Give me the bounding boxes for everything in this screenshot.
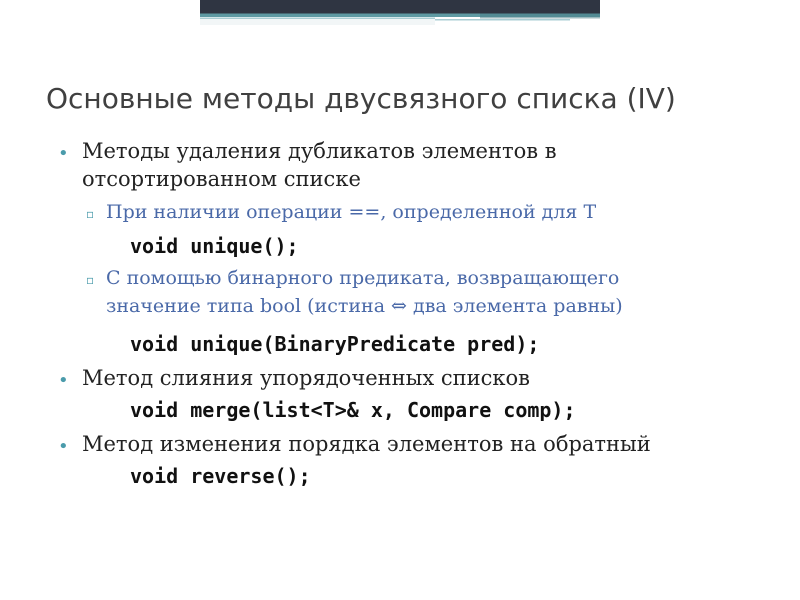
bullet-3: Метод изменения порядка элементов на обратный	[82, 432, 651, 456]
bullet-1-line-2: отсортированном списке	[82, 167, 361, 191]
slide-title: Основные методы двусвязного списка (IV)	[46, 82, 676, 115]
bullet-2: Метод слияния упорядоченных списков	[82, 366, 530, 390]
bullet-icon: •	[58, 436, 69, 457]
sub-bullet-2-line-1: С помощью бинарного предиката, возвращающего	[106, 267, 620, 289]
sub-bullet-1: При наличии операции ==, определенной для T	[106, 201, 597, 223]
bullet-1-line-1: Методы удаления дубликатов элементов в	[82, 139, 557, 163]
sub-bullet-2-line-2: значение типа bool (истина ⇔ два элемента равны)	[106, 295, 623, 317]
code-unique-pred: void unique(BinaryPredicate pred);	[130, 332, 540, 356]
code-unique: void unique();	[130, 234, 299, 258]
bullet-icon: •	[58, 370, 69, 391]
sub-bullet-icon: ▫	[86, 273, 95, 287]
sub-bullet-icon: ▫	[86, 207, 95, 221]
bullet-icon: •	[58, 143, 69, 164]
code-merge: void merge(list<T>& x, Compare comp);	[130, 398, 576, 422]
code-reverse: void reverse();	[130, 464, 311, 488]
